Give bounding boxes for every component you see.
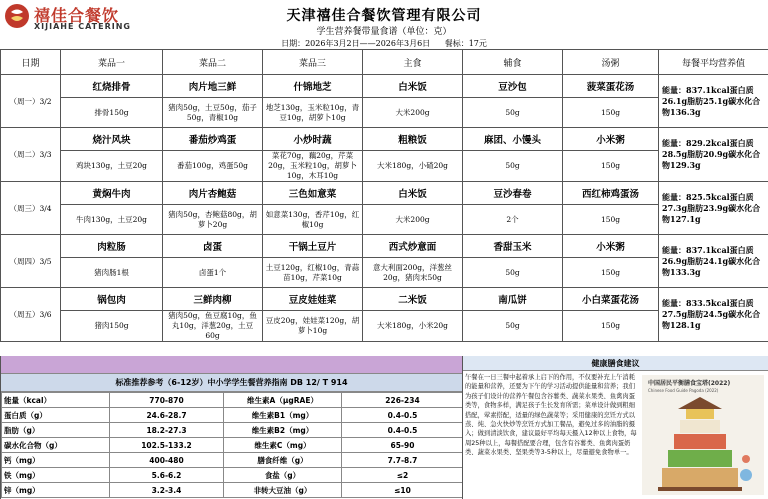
nutrient-range: ≤10	[342, 483, 464, 498]
ingredient-amount: 大米180g，小米20g	[363, 311, 463, 342]
pagoda-activity-icon	[742, 455, 750, 463]
standard-row	[2, 438, 464, 453]
logo-english-text: XIJIAHE CATERING	[34, 22, 131, 31]
ingredient-amount: 豆皮20g，娃娃菜120g，胡萝卜10g	[263, 311, 363, 342]
nutrient-range: 5.6-6.2	[110, 468, 224, 483]
col-staple: 主食	[363, 50, 463, 75]
nutrient-name: 能量（kcal）	[2, 393, 110, 408]
nutrient-range: 65-90	[342, 438, 464, 453]
col-date: 日期	[1, 50, 61, 75]
col-side: 辅食	[463, 50, 563, 75]
nutrient-name: 碳水化合物（g）	[2, 438, 110, 453]
nutrient-name: 非转大豆油（g）	[224, 483, 342, 498]
ingredient-amount: 50g	[463, 258, 563, 288]
nutrition-value: 能量：829.2kcal蛋白质28.5g脂肪20.9g碳水化合物129.3g	[659, 128, 768, 182]
nutrient-range: 226-234	[342, 393, 464, 408]
dish-name: 卤蛋	[163, 235, 263, 258]
ingredient-amount: 菜花70g，藕20g，芹菜20g，玉米粒10g，胡萝卜10g，木耳10g	[263, 151, 363, 182]
ingredient-amount: 猪肉50g，杏鲍菇80g，胡萝卜20g	[163, 205, 263, 235]
ingredient-amount: 猪肉肠1根	[61, 258, 163, 288]
nutrient-range: 102.5-133.2	[110, 438, 224, 453]
menu-dish-row	[1, 75, 768, 98]
ingredient-amount: 150g	[563, 258, 659, 288]
ingredient-amount: 排骨150g	[61, 98, 163, 128]
side-name: 香甜玉米	[463, 235, 563, 258]
ingredient-amount: 150g	[563, 205, 659, 235]
nutrient-range: 18.2-27.3	[110, 423, 224, 438]
ingredient-amount: 卤蛋1个	[163, 258, 263, 288]
col-dish-3: 菜品三	[263, 50, 363, 75]
standard-row	[2, 423, 464, 438]
nutrient-range: 3.2-3.4	[110, 483, 224, 498]
soup-name: 小米粥	[563, 128, 659, 151]
ingredient-amount: 猪肉50g，土豆50g，茄子50g，青椒10g	[163, 98, 263, 128]
nutrient-name: 维生素C（mg）	[224, 438, 342, 453]
pagoda-base	[658, 487, 742, 491]
menu-dish-row	[1, 128, 768, 151]
day-label: （周四）3/5	[1, 235, 61, 288]
nutrient-name: 脂肪（g）	[2, 423, 110, 438]
ingredient-amount: 鸡块130g，土豆20g	[61, 151, 163, 182]
soup-name: 小白菜蛋花汤	[563, 288, 659, 311]
advice-title: 健康膳食建议	[463, 356, 768, 371]
staple-name: 白米饭	[363, 75, 463, 98]
pagoda-tier-dairy	[680, 420, 720, 433]
staple-name: 西式炒意面	[363, 235, 463, 258]
company-name: 天津禧佳合餐饮管理有限公司	[286, 8, 482, 24]
standard-row	[2, 408, 464, 423]
col-soup: 汤粥	[563, 50, 659, 75]
nutrient-range: 0.4-0.5	[342, 408, 464, 423]
pagoda-tier-meat	[674, 434, 726, 449]
dish-name: 三鲜肉柳	[163, 288, 263, 311]
nutrient-name: 铁（mg）	[2, 468, 110, 483]
day-label: （周五）3/6	[1, 288, 61, 342]
ingredient-amount: 50g	[463, 311, 563, 342]
col-dish-2: 菜品二	[163, 50, 263, 75]
dish-name: 什锦地芝	[263, 75, 363, 98]
ingredient-amount: 意大利面200g，洋葱丝20g，猪肉末50g	[363, 258, 463, 288]
food-pagoda-illustration	[642, 375, 764, 495]
menu-dish-row	[1, 182, 768, 205]
nutrient-range: 7.7-8.7	[342, 453, 464, 468]
dish-name: 锅包肉	[61, 288, 163, 311]
day-label: （周二）3/3	[1, 128, 61, 182]
staple-name: 二米饭	[363, 288, 463, 311]
standard-color-band	[1, 356, 462, 374]
ingredient-amount: 2个	[463, 205, 563, 235]
ingredient-amount: 猪肉50g，鱼豆腐10g，鱼丸10g，洋葱20g，土豆60g	[163, 311, 263, 342]
standard-row	[2, 453, 464, 468]
side-name: 南瓜饼	[463, 288, 563, 311]
dish-name: 小炒时蔬	[263, 128, 363, 151]
ingredient-amount: 如意菜130g，香芹10g，红椒10g	[263, 205, 363, 235]
dish-name: 干锅土豆片	[263, 235, 363, 258]
nutrient-name: 维生素A（μgRAE）	[224, 393, 342, 408]
ingredient-amount: 猪肉150g	[61, 311, 163, 342]
ingredient-amount: 150g	[563, 98, 659, 128]
pagoda-subtitle: Chinese Food Guide Pagoda (2022)	[648, 388, 719, 393]
ingredient-amount: 大米200g	[363, 205, 463, 235]
soup-name: 菠菜蛋花汤	[563, 75, 659, 98]
ingredient-amount: 大米200g	[363, 98, 463, 128]
menu-ingredient-row	[1, 205, 768, 235]
dish-name: 肉片地三鲜	[163, 75, 263, 98]
nutrient-range: 400-480	[110, 453, 224, 468]
ingredient-amount: 牛肉130g，土豆20g	[61, 205, 163, 235]
side-name: 豆沙包	[463, 75, 563, 98]
date-range: 日期：2026年3月2日——2026年3月6日	[281, 39, 431, 48]
pagoda-water-icon	[740, 469, 752, 481]
day-label: （周一）3/2	[1, 75, 61, 128]
staple-name: 白米饭	[363, 182, 463, 205]
nutrient-name: 锌（mg）	[2, 483, 110, 498]
nutrient-name: 维生素B1（mg）	[224, 408, 342, 423]
dish-name: 肉片杏鲍菇	[163, 182, 263, 205]
dish-name: 黄焖牛肉	[61, 182, 163, 205]
pagoda-title: 中国居民平衡膳食宝塔(2022)	[648, 380, 731, 387]
logo-chinese-text: 禧佳合餐饮	[34, 6, 120, 25]
date-line	[0, 38, 768, 49]
nutrient-name: 维生素B2（mg）	[224, 423, 342, 438]
nutrient-name: 蛋白质（g）	[2, 408, 110, 423]
standard-row	[2, 468, 464, 483]
nutrition-value: 能量：825.5kcal蛋白质27.3g脂肪23.9g碳水化合物127.1g	[659, 182, 768, 235]
nutrient-range: 0.4-0.5	[342, 423, 464, 438]
nutrient-name: 膳食纤维（g）	[224, 453, 342, 468]
nutrient-name: 食盐（g）	[224, 468, 342, 483]
col-nutrition: 每餐平均营养值	[659, 50, 768, 75]
standard-row	[2, 483, 464, 498]
col-dish-1: 菜品一	[61, 50, 163, 75]
nutrition-value: 能量：837.1kcal蛋白质26.9g脂肪24.1g碳水化合物133.3g	[659, 235, 768, 288]
soup-name: 西红柿鸡蛋汤	[563, 182, 659, 205]
menu-dish-row	[1, 288, 768, 311]
menu-ingredient-row	[1, 258, 768, 288]
standard-title: 标准推荐参考（6-12岁）中小学学生餐营养指南 DB 12/ T 914	[1, 374, 462, 392]
dish-name: 豆皮娃娃菜	[263, 288, 363, 311]
nutrient-range: 24.6-28.7	[110, 408, 224, 423]
advice-text: 午餐在一日三餐中起着承上启下的作用，不仅要补充上午消耗的能量和营养，还要为下午的学习活动提供能量和营养；我们为孩子们设计的营养午餐包含谷薯类、蔬菜水果类、鱼禽肉蛋类等，食物多样，满足孩子生长发育所需；菜单设计做到粗细搭配，荤素搭配，适量的绿色蔬菜等；采用健康的烹饪方式以蒸、炖、急火快炒等烹饪方式加工餐品，避免过多的油脂的摄入；做到清淡饮食，建议最好平均每天摄入12种以上食物，每周25种以上，每餐搭配要合理，包含有谷薯类、鱼禽肉蛋奶类、蔬菜水果类、坚果类等3-5种以上，尽量避免食物单一。	[465, 374, 637, 457]
dish-name: 三色如意菜	[263, 182, 363, 205]
ingredient-amount: 150g	[563, 311, 659, 342]
nutrition-value: 能量：833.5kcal蛋白质27.5g脂肪24.5g碳水化合物128.1g	[659, 288, 768, 342]
side-name: 麻团、小馒头	[463, 128, 563, 151]
dish-name: 肉粒肠	[61, 235, 163, 258]
dish-name: 红烧排骨	[61, 75, 163, 98]
standard-table	[1, 392, 464, 498]
nutrition-value: 能量：837.1kcal蛋白质26.1g脂肪25.1g碳水化合物136.3g	[659, 75, 768, 128]
advice-body	[463, 371, 768, 499]
standard-row	[2, 393, 464, 408]
menu-ingredient-row	[1, 98, 768, 128]
menu-dish-row	[1, 235, 768, 258]
pagoda-tier-vegetable	[668, 450, 732, 467]
ingredient-amount: 番茄100g，鸡蛋50g	[163, 151, 263, 182]
side-name: 豆沙春卷	[463, 182, 563, 205]
soup-name: 小米粥	[563, 235, 659, 258]
day-label: （周三）3/4	[1, 182, 61, 235]
ingredient-amount: 150g	[563, 151, 659, 182]
dish-name: 番茄炒鸡蛋	[163, 128, 263, 151]
nutrient-name: 钙（mg）	[2, 453, 110, 468]
ingredient-amount: 50g	[463, 151, 563, 182]
menu-header-row	[1, 50, 768, 75]
ingredient-amount: 地芝130g，玉米粒10g，青豆10g，胡萝卜10g	[263, 98, 363, 128]
pagoda-tier-grain	[662, 468, 738, 487]
nutrition-standard-panel	[0, 356, 462, 499]
menu-subtitle: 学生营养餐带量食谱（单位：克）	[316, 27, 452, 37]
dish-name: 烧汁风块	[61, 128, 163, 151]
pagoda-tier-oil	[686, 409, 714, 419]
meal-price: 餐标：17元	[444, 39, 487, 48]
menu-ingredient-row	[1, 151, 768, 182]
header	[0, 0, 768, 50]
ingredient-amount: 土豆120g，红椒10g，青蒜苗10g，芹菜10g	[263, 258, 363, 288]
weekly-menu-table	[0, 49, 768, 342]
nutrient-range: 770-870	[110, 393, 224, 408]
diet-advice-panel	[462, 356, 768, 499]
ingredient-amount: 大米180g，小碴20g	[363, 151, 463, 182]
ingredient-amount: 50g	[463, 98, 563, 128]
nutrient-range: ≤2	[342, 468, 464, 483]
menu-ingredient-row	[1, 311, 768, 342]
staple-name: 粗粮饭	[363, 128, 463, 151]
